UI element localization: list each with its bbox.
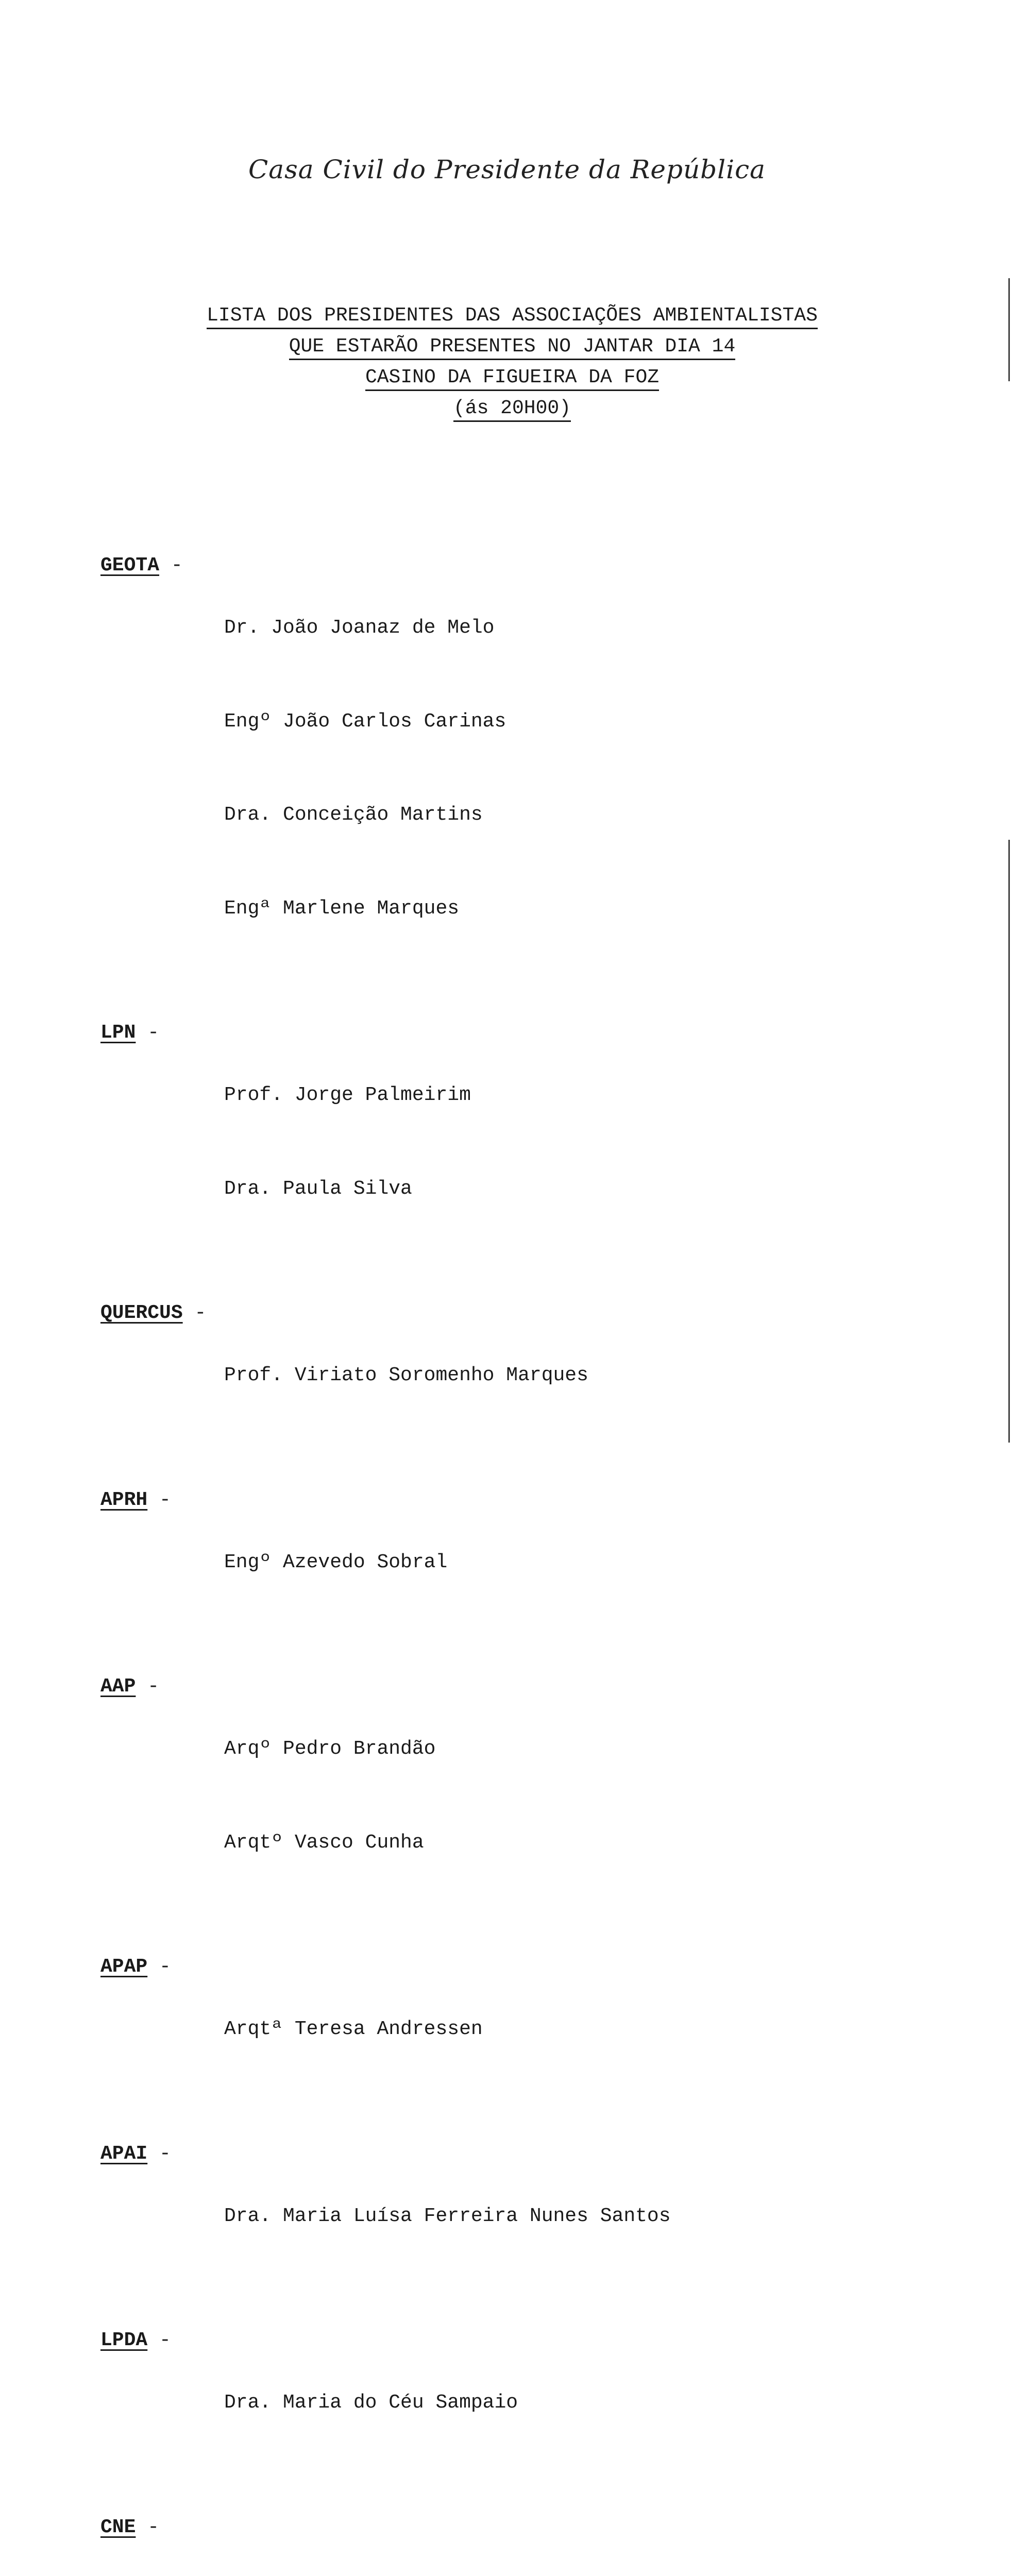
org-dash: - [136,1022,159,1044]
org-dash: - [159,554,183,577]
org-acronym-cell [100,1952,224,2108]
title-line-1 [5,301,1014,332]
org-group-lpn [100,1018,671,1267]
org-dash: - [147,2329,171,2351]
org-people [224,2325,518,2481]
person-name: Prof. Viriato Soromenho Marques [224,1360,588,1392]
org-people [224,1485,447,1641]
org-acronym-cell [100,1671,224,1921]
person-name: Engº Azevedo Sobral [224,1547,447,1579]
org-dash: - [147,2143,171,2165]
org-group-cne [100,2512,671,2576]
person-name [224,2574,577,2576]
title-line-3 [5,363,1014,394]
title-line-2 [5,332,1014,363]
person-name: Arqtª Teresa Andressen [224,2014,483,2045]
org-acronym-cell [100,2512,224,2576]
org-people [224,1298,588,1454]
letterhead: Casa Civil do Presidente da República [0,155,1014,184]
org-group-quercus [100,1298,671,1454]
org-people [224,550,506,987]
org-people [224,1671,435,1921]
org-people [224,2139,671,2295]
org-group-apai [100,2139,671,2295]
org-dash: - [147,1956,171,1978]
org-acronym: GEOTA [100,554,159,577]
person-name: Dra. Maria do Céu Sampaio [224,2387,518,2419]
org-dash: - [136,2516,159,2538]
person-name: Prof. Jorge Palmeirim [224,1080,471,1111]
organization-list [100,550,671,2576]
org-acronym: CNE [100,2516,136,2538]
org-people [224,1018,471,1267]
org-acronym-cell [100,550,224,987]
org-acronym: APRH [100,1489,147,1511]
title-text-2: QUE ESTARÃO PRESENTES NO JANTAR DIA 14 [289,335,736,360]
org-acronym-cell [100,2139,224,2295]
org-group-aap [100,1671,671,1921]
title-text-1: LISTA DOS PRESIDENTES DAS ASSOCIAÇÕES AMBIENTALISTAS [207,304,818,329]
org-dash: - [183,1302,207,1324]
person-name: Engª Marlene Marques [224,893,506,925]
org-people [224,1952,483,2108]
org-acronym: LPN [100,1022,136,1044]
org-group-apap [100,1952,671,2108]
org-acronym: LPDA [100,2329,147,2351]
org-acronym-cell [100,1298,224,1454]
org-group-lpda [100,2325,671,2481]
document-title [5,301,1014,425]
org-acronym-cell [100,1485,224,1641]
person-name: Dra. Paula Silva [224,1174,471,1205]
scan-edge-line [1008,840,1010,1443]
org-dash: - [136,1675,159,1698]
org-acronym: APAP [100,1956,147,1978]
org-group-aprh [100,1485,671,1641]
title-line-4 [5,394,1014,425]
title-text-3: CASINO DA FIGUEIRA DA FOZ [365,366,659,391]
org-acronym: QUERCUS [100,1302,183,1324]
person-name: Dra. Maria Luísa Ferreira Nunes Santos [224,2201,671,2232]
org-acronym: APAI [100,2143,147,2165]
title-text-4: (ás 20H00) [453,397,571,422]
person-name: Arqº Pedro Brandão [224,1734,435,1765]
org-acronym-cell [100,2325,224,2481]
scan-edge-line [1008,278,1010,381]
org-people [224,2512,577,2576]
org-acronym-cell [100,1018,224,1267]
person-name: Engº João Carlos Carinas [224,706,506,738]
person-name: Dra. Conceição Martins [224,800,506,831]
person-name: Arqtº Vasco Cunha [224,1827,435,1859]
person-name: Dr. João Joanaz de Melo [224,613,506,644]
org-group-geota [100,550,671,987]
org-acronym: AAP [100,1675,136,1698]
org-dash: - [147,1489,171,1511]
